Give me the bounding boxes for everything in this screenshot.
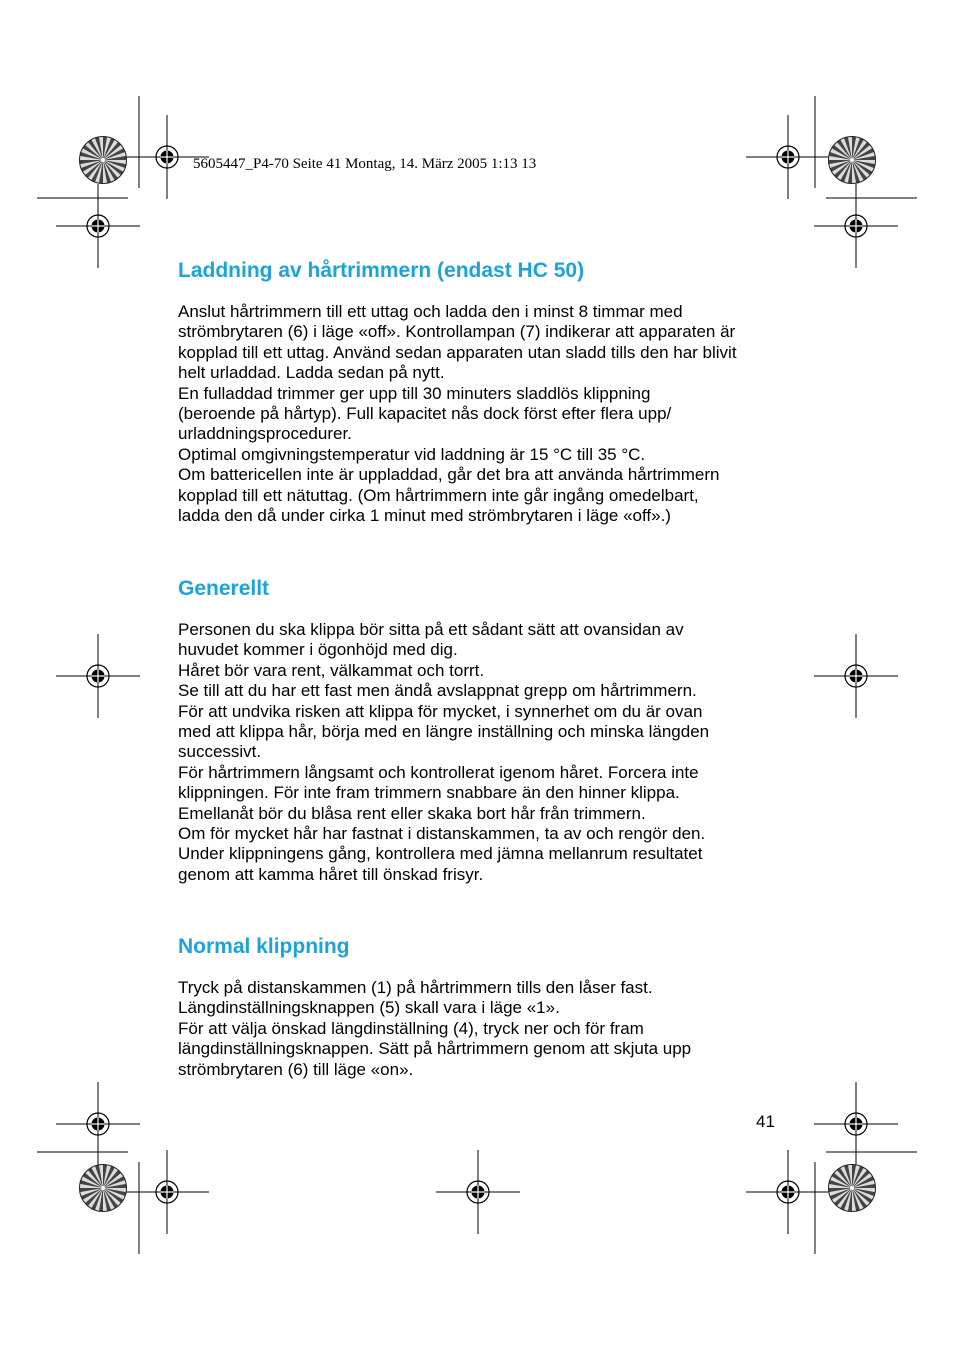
color-bar-star-icon [80,137,127,184]
section-heading: Normal klippning [178,935,350,958]
section-heading: Generellt [178,577,270,600]
color-bar-star-icon [80,1165,127,1212]
body-line: med att klippa hår, börja med en längre inställning och minska längden [178,722,710,742]
body-line: längdinställningsknappen. Sätt på hårtrimmern genom att skjuta upp [178,1039,692,1059]
body-line: Om battericellen inte är uppladdad, går det bra att använda hårtrimmern [178,465,720,485]
page-number: 41 [756,1112,775,1131]
registration-mark-icon [746,1150,830,1234]
body-line: En fulladdad trimmer ger upp till 30 minuters sladdlös klippning [178,383,651,403]
body-line: helt urladdad. Ladda sedan på nytt. [178,363,445,383]
body-line: Under klippningens gång, kontrollera med jämna mellanrum resultatet [178,844,703,864]
body-line: huvudet kommer i ögonhöjd med dig. [178,640,458,660]
body-line: Optimal omgivningstemperatur vid laddning är 15 °C till 35 °C. [178,444,646,464]
body-line: kopplad till ett uttag. Använd sedan apparaten utan sladd tills den har blivit [178,342,737,362]
body-line: genom att kamma håret till önskad frisyr. [178,864,484,884]
print-slug-line: 5605447_P4-70 Seite 41 Montag, 14. März 2005 1:13 13 [193,156,537,172]
color-bar-star-icon [829,1165,876,1212]
body-line: strömbrytaren (6) till läge «on». [178,1059,414,1079]
body-line: För att undvika risken att klippa för mycket, i synnerhet om du är ovan [178,701,703,721]
section-body [178,620,788,885]
body-line: För att välja önskad längdinställning (4), tryck ner och för fram [178,1018,644,1038]
section-normal-cutting [178,934,788,1080]
body-line: Emellanåt bör du blåsa rent eller skaka bort hår från trimmern. [178,803,646,823]
body-line: Tryck på distanskammen (1) på hårtrimmern tills den låser fast. [178,978,653,997]
body-line: urladdningsprocedurer. [178,424,352,444]
registration-mark-icon [56,1082,140,1166]
registration-mark-icon [746,115,830,199]
body-line: Anslut hårtrimmern till ett uttag och ladda den i minst 8 timmar med [178,302,683,321]
body-line: Längdinställningsknappen (5) skall vara i läge «1». [178,998,560,1018]
body-line: Personen du ska klippa bör sitta på ett sådant sätt att ovansidan av [178,620,684,639]
registration-mark-icon [814,184,898,268]
body-line: klippningen. För inte fram trimmern snabbare än den hinner klippa. [178,783,680,803]
body-line: Se till att du har ett fast men ändå avslappnat grepp om hårtrimmern. [178,681,697,701]
registration-mark-icon [125,1150,209,1234]
body-line: (beroende på hårtyp). Full kapacitet nås dock först efter flera upp/ [178,404,672,424]
body-line: ladda den då under cirka 1 minut med strömbrytaren i läge «off».) [178,506,671,526]
section-general [178,576,788,885]
body-line: strömbrytaren (6) i läge «off». Kontrollampan (7) indikerar att apparaten är [178,322,736,342]
color-bar-star-icon [829,137,876,184]
registration-mark-icon [436,1150,520,1234]
body-line: successivt. [178,742,262,762]
registration-mark-icon [814,634,898,718]
section-heading: Laddning av hårtrimmern (endast HC 50) [178,259,585,282]
registration-mark-icon [814,1082,898,1166]
body-line: För hårtrimmern långsamt och kontrollerat igenom håret. Forcera inte [178,762,699,782]
section-body [178,302,788,526]
section-charging [178,258,788,526]
section-body [178,978,788,1080]
registration-mark-icon [56,634,140,718]
body-line: kopplad till ett nätuttag. (Om hårtrimmern inte går ingång omedelbart, [178,485,699,505]
body-line: Om för mycket hår har fastnat i distanskammen, ta av och rengör den. [178,824,706,844]
body-line: Håret bör vara rent, välkammat och torrt. [178,660,485,680]
registration-mark-icon [56,184,140,268]
